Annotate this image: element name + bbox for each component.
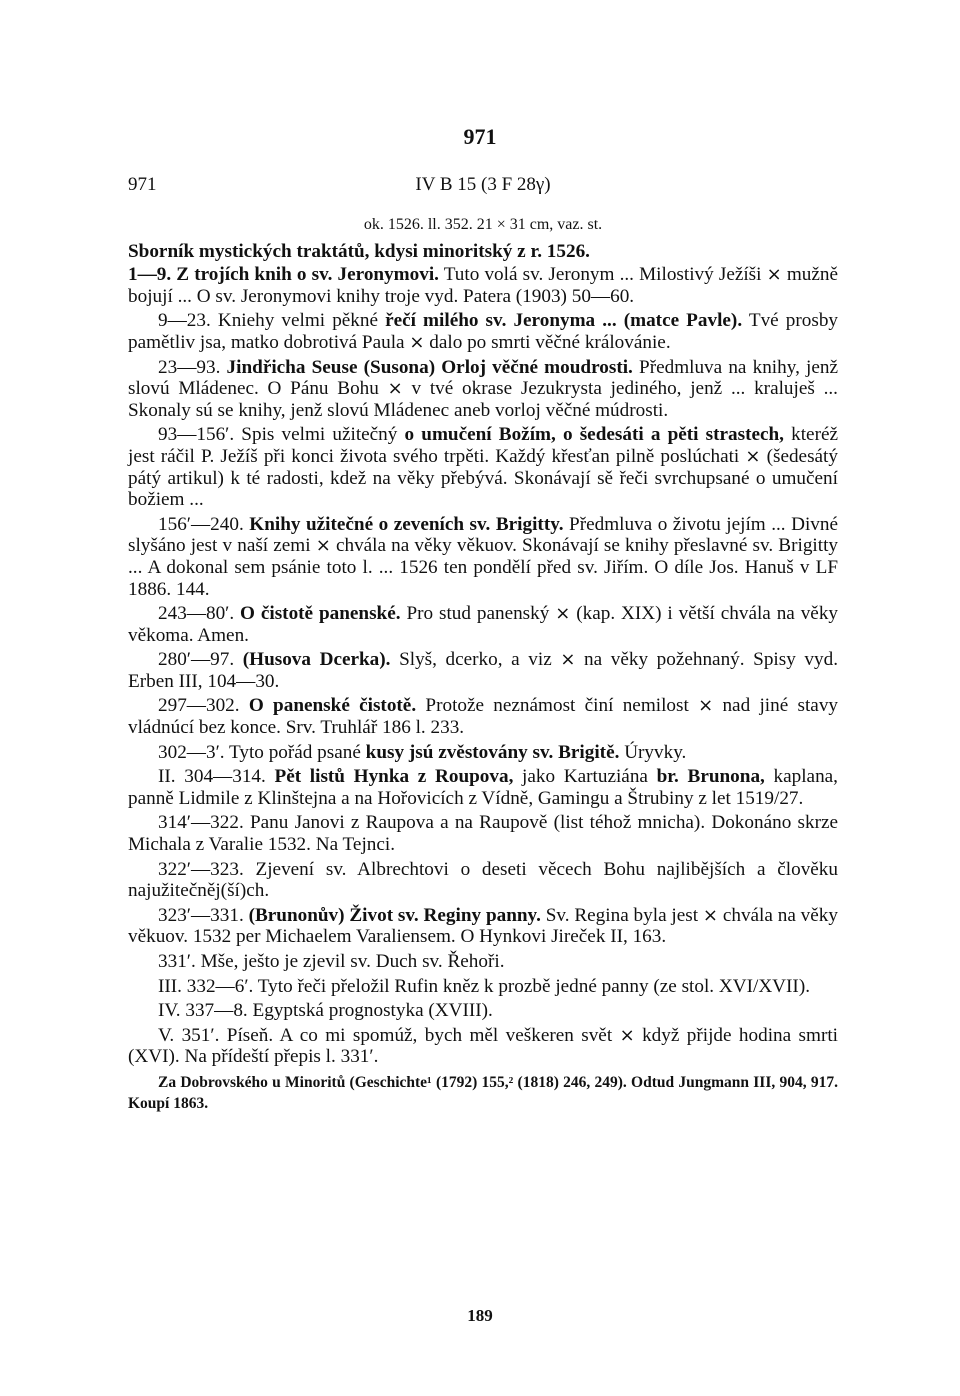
catalog-entry [128, 264, 838, 307]
catalog-entry [128, 649, 838, 692]
entry-text: kteréž jest ráčil P. Ježíš při konci života svého trpěti. Každý křesťan pilně poslúchati [128, 424, 838, 467]
entry-text: (šedesátý pátý artikul) k té radosti, kdež na věky přebývá. Skonávají sě řeči svrchupsané o umučení božiem ... [128, 445, 838, 511]
omission-mark: × [555, 603, 571, 625]
entry-title: 1—9. Z trojích knih o sv. Jeronymovi. [128, 264, 439, 286]
entry-list [128, 264, 838, 1068]
entry-text: Pro stud panenský [400, 603, 556, 625]
entry-text: IV. 337—8. Egyptská prognostyka (XVIII). [158, 1000, 493, 1022]
catalog-entry [128, 310, 838, 353]
entry-text: V. 351′. Píseň. A co mi spomúž, bych měl veškeren svět [158, 1024, 620, 1046]
folio-number: 189 [467, 1306, 493, 1325]
catalog-entry [128, 603, 838, 646]
entry-title: O panenské čistotě. [248, 695, 417, 717]
entry-text: 314′—322. Panu Janovi z Raupova a na Raupově (list téhož mnicha). Dokonáno skrze Michala z Varalie 1532. Na Tejnci. [128, 812, 838, 856]
entry-text: chvála na věky věkuov. Skonávají se knihy přeslavné sv. Brigitty ... A dokonal sem psánie toto l. ... 1526 ten pondělí před sv. Jiřím. O díle Jos. Hanuš v LF 1886. 144. [128, 535, 838, 600]
shelf-number: 971 [128, 174, 157, 195]
entry-text: 323′—331. [158, 904, 249, 926]
manuscript-title: Sborník mystických traktátů, kdysi minoritský z r. 1526. [128, 240, 590, 262]
entry-text: II. 304—314. [158, 766, 275, 788]
omission-mark: × [745, 445, 761, 467]
physical-description: ok. 1526. ll. 352. 21 × 31 cm, vaz. st. [363, 216, 603, 233]
entry-text: Tuto volá sv. Jeronym ... Milostivý Ježíši [438, 264, 767, 286]
entry-text: 297—302. [158, 695, 249, 717]
omission-mark: × [766, 264, 782, 286]
omission-mark: × [698, 695, 714, 717]
shelf-mark: IV B 15 (3 F 28γ) [415, 174, 551, 195]
entry-text: dalo po smrti věčné královánie. [424, 331, 671, 353]
entry-title: Jindřicha Seuse (Susona) Orloj věčné moudrosti. [226, 356, 633, 378]
entry-text: Předmluva na knihy, jenž slovú Mládenec. O Pánu Bohu [128, 356, 838, 400]
entry-title: kusy jsú zvěstovány sv. Brigitě. [365, 741, 620, 763]
entry-text: v tvé okrase Jezukrysta jediného, jenž ... kraluješ ... Skonaly sú se knihy, jenž slovú Mládenec aneb vorloj věčné múdrosti. [128, 378, 838, 421]
catalog-entry [128, 976, 838, 998]
entry-text: (kap. XIX) i větší chvála na věky věkoma. Amen. [128, 603, 839, 646]
entry-title: Knihy užitečné o zeveních sv. Brigitty. [249, 513, 564, 535]
omission-mark: × [702, 904, 718, 926]
page-number-top: 971 [463, 124, 497, 149]
catalog-entry [128, 695, 838, 738]
entry-text: III. 332—6′. Tyto řeči přeložil Rufin kněz k prozbě jedné panny (ze stol. XVI/XVII). [158, 975, 811, 997]
omission-mark: × [387, 378, 403, 400]
entry-text: 280′—97. [158, 649, 243, 671]
entry-text: 93—156′. Spis velmi užitečný [158, 424, 405, 446]
entry-title: O čistotě panenské. [240, 603, 401, 625]
entry-text: 156′—240. [158, 513, 250, 535]
entry-title: o umučení Božím, o šedesáti a pěti strastech, [404, 424, 784, 446]
entry-text: 302—3′. Tyto pořád psané [158, 741, 366, 763]
entry-text: Protože neznámost činí nemilost [416, 695, 699, 717]
catalog-entry [128, 859, 838, 902]
catalog-entry [128, 742, 838, 764]
entry-text: Slyš, dcerko, a viz [390, 649, 561, 671]
entry-title: řečí milého sv. Jeronyma ... (matce Pavle). [385, 310, 743, 332]
omission-mark: × [409, 331, 425, 353]
entry-text: nad jiné stavy vládnúcí bez konce. Srv. Truhlář 186 l. 233. [128, 695, 839, 739]
provenance-note: Za Dobrovského u Minoritů (Geschichte¹ (1792) 155,² (1818) 246, 249). Odtud Jungmann III, 904, 917. Koupí 1863. [128, 1073, 838, 1112]
entry-text: 322′—323. Zjevení sv. Albrechtovi o deseti věcech Bohu najlibějších a člověku najužitečněj(ší)ch. [128, 858, 838, 902]
entry-text: na věky požehnaný. Spisy vyd. Erben III, 104—30. [128, 649, 838, 692]
entry-text: 331′. Mše, ješto je zjevil sv. Duch sv. Řehoři. [158, 951, 505, 972]
catalog-entry [128, 766, 838, 809]
entry-text: kaplana, panně Lidmile z Klinštejna a na Hořovicích z Vídně, Gamingu a Štrubiny z let 1519/27. [128, 766, 838, 809]
entry-text: Předmluva o životu jejím ... Divné slyšáno jest v naší zemi [128, 513, 839, 557]
catalog-entry [128, 1025, 838, 1068]
document-body [128, 214, 838, 1114]
omission-mark: × [315, 535, 331, 557]
catalog-entry [128, 1000, 838, 1022]
entry-text: mužně bojují ... O sv. Jeronymovi knihy troje vyd. Patera (1903) 50—60. [128, 264, 838, 307]
entry-text: Sv. Regina byla jest [540, 904, 703, 926]
header-row [128, 174, 838, 198]
entry-text: Tvé prosby pamětliv jsa, matko dobrotivá Paula [128, 310, 839, 353]
entry-text: když přijde hodina smrti (XVI). Na přídeští přepis l. 331′. [128, 1024, 838, 1068]
catalog-entry [128, 424, 838, 510]
entry-title: (Brunonův) Život sv. Reginy panny. [248, 904, 541, 926]
entry-text: jako Kartuziána [513, 766, 657, 788]
entry-text: 9—23. Kniehy velmi pěkné [158, 310, 386, 332]
catalog-entry [128, 514, 838, 600]
entry-text: Úryvky. [619, 741, 687, 763]
entry-text: chvála na věky věkuov. 1532 per Michaelem Varaliensem. O Hynkovi Jireček II, 163. [128, 904, 838, 948]
entry-title: (Husova Dcerka). [242, 649, 391, 671]
catalog-entry [128, 905, 838, 948]
entry-title: Pět listů Hynka z Roupova, [274, 766, 514, 788]
omission-mark: × [619, 1024, 635, 1046]
entry-title: br. Brunona, [656, 766, 765, 788]
catalog-entry [128, 951, 838, 973]
catalog-entry [128, 812, 838, 855]
omission-mark: × [560, 649, 576, 671]
entry-text: 23—93. [158, 356, 227, 378]
entry-text: 243—80′. [158, 603, 241, 625]
catalog-entry [128, 357, 838, 422]
